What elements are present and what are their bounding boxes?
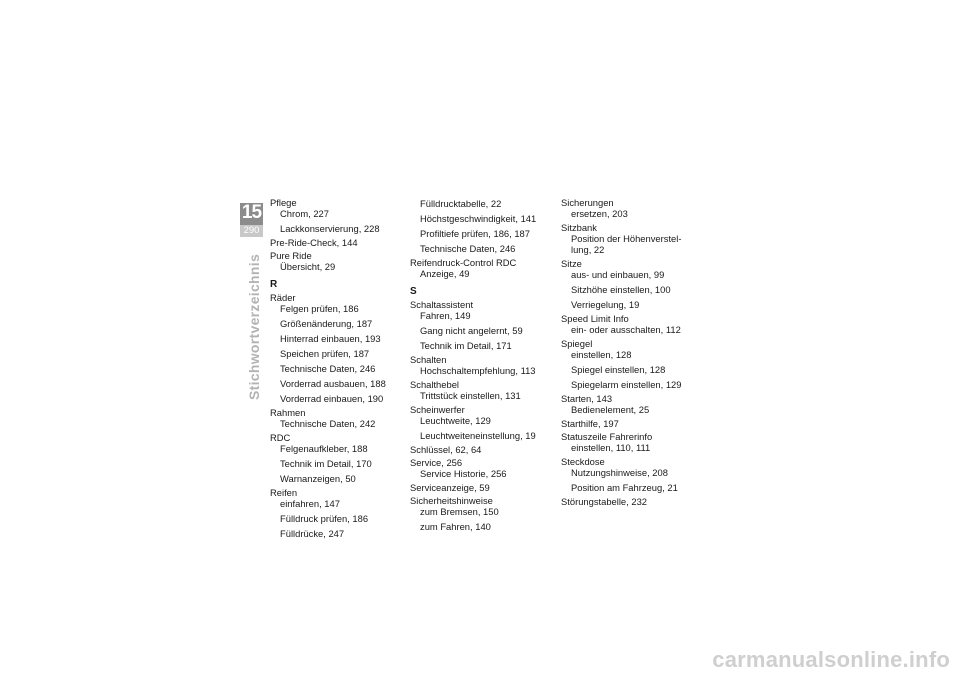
index-subentry: Fülldruck prüfen, 186: [280, 513, 369, 524]
index-entry: Schalten: [410, 354, 447, 365]
index-subentry: Fahren, 149: [420, 310, 471, 321]
index-subentry: Leuchtweite, 129: [420, 415, 491, 426]
index-subentry: Technische Daten, 246: [280, 363, 376, 374]
index-entry: Sitzbank: [561, 222, 597, 233]
index-entry: Rahmen: [270, 407, 306, 418]
index-column-2: [410, 198, 550, 536]
index-column-3: [561, 198, 711, 507]
index-subentry: zum Bremsen, 150: [420, 506, 499, 517]
index-subentry: Fülldrücke, 247: [280, 528, 345, 539]
index-entry: Schaltassistent: [410, 299, 474, 310]
index-entry: Steckdose: [561, 456, 605, 467]
index-subentry: Technik im Detail, 171: [420, 340, 512, 351]
index-subentry: Vorderrad einbauen, 190: [280, 393, 384, 404]
index-subentry: Höchstgeschwindigkeit, 141: [420, 213, 537, 224]
index-subentry: Verriegelung, 19: [571, 299, 640, 310]
index-subentry: Übersicht, 29: [280, 261, 336, 272]
index-column-1: [270, 198, 410, 543]
index-entry: Räder: [270, 292, 296, 303]
index-subentry: Chrom, 227: [280, 208, 329, 219]
index-entry: Reifen: [270, 487, 298, 498]
index-subentry: Hinterrad einbauen, 193: [280, 333, 381, 344]
chapter-number: 15: [241, 202, 262, 223]
index-entry: Sicherheitshinweise: [410, 495, 493, 506]
index-subentry: Leuchtweiteneinstellung, 19: [420, 430, 536, 441]
index-subentry: Service Historie, 256: [420, 468, 507, 479]
index-entry: Statuszeile Fahrerinfo: [561, 431, 653, 442]
index-letter-heading: S: [410, 286, 417, 297]
page-number: 290: [240, 225, 263, 237]
chapter-marker: [240, 203, 263, 237]
index-subentry: Trittstück einstellen, 131: [420, 390, 521, 401]
index-subentry: ein- oder ausschalten, 112: [571, 324, 681, 335]
index-entry: Serviceanzeige, 59: [410, 482, 490, 493]
index-subentry: Nutzungshinweise, 208: [571, 467, 668, 478]
index-entry: Scheinwerfer: [410, 404, 465, 415]
index-subentry: Speichen prüfen, 187: [280, 348, 370, 359]
index-subentry: einstellen, 110, 111: [571, 442, 651, 453]
index-subentry: Technik im Detail, 170: [280, 458, 372, 469]
index-entry: Starten, 143: [561, 393, 613, 404]
index-entry: Pflege: [270, 197, 297, 208]
index-subentry: Gang nicht angelernt, 59: [420, 325, 523, 336]
index-subentry: einstellen, 128: [571, 349, 632, 360]
index-subentry: Position der Höhenverstel-: [571, 233, 682, 244]
index-subentry: lung, 22: [571, 244, 605, 255]
index-subentry: ersetzen, 203: [571, 208, 628, 219]
index-entry: Speed Limit Info: [561, 313, 629, 324]
index-subentry: Größenänderung, 187: [280, 318, 373, 329]
index-entry: Pre-Ride-Check, 144: [270, 237, 358, 248]
index-subentry: Sitzhöhe einstellen, 100: [571, 284, 671, 295]
index-subentry: Felgen prüfen, 186: [280, 303, 359, 314]
index-subentry: zum Fahren, 140: [420, 521, 491, 532]
index-subentry: einfahren, 147: [280, 498, 340, 509]
index-subentry: Spiegelarm einstellen, 129: [571, 379, 682, 390]
index-subentry: Bedienelement, 25: [571, 404, 650, 415]
index-subentry: Technische Daten, 246: [420, 243, 516, 254]
index-entry: Störungstabelle, 232: [561, 496, 648, 507]
index-subentry: Lackkonservierung, 228: [280, 223, 380, 234]
index-subentry: aus- und einbauen, 99: [571, 269, 665, 280]
index-subentry: Hochschaltempfehlung, 113: [420, 365, 536, 376]
watermark: carmanualsonline.info: [712, 647, 950, 672]
index-entry: Starthilfe, 197: [561, 418, 619, 429]
index-entry: Spiegel: [561, 338, 593, 349]
index-subentry: Felgenaufkleber, 188: [280, 443, 368, 454]
index-subentry: Vorderrad ausbauen, 188: [280, 378, 386, 389]
index-entry: Pure Ride: [270, 250, 312, 261]
index-subentry: Technische Daten, 242: [280, 418, 376, 429]
index-subentry: Position am Fahrzeug, 21: [571, 482, 678, 493]
index-entry: Reifendruck-Control RDC: [410, 257, 517, 268]
index-entry: Service, 256: [410, 457, 463, 468]
index-subentry: Profiltiefe prüfen, 186, 187: [420, 228, 530, 239]
index-entry: Sicherungen: [561, 197, 614, 208]
index-entry: Schlüssel, 62, 64: [410, 444, 482, 455]
index-subentry: Anzeige, 49: [420, 268, 470, 279]
index-subentry: Warnanzeigen, 50: [280, 473, 356, 484]
index-letter-heading: R: [270, 279, 278, 290]
index-entry: Sitze: [561, 258, 582, 269]
index-subentry: Spiegel einstellen, 128: [571, 364, 666, 375]
index-entry: RDC: [270, 432, 291, 443]
section-side-title: Stichwortverzeichnis: [246, 253, 262, 400]
index-entry: Schalthebel: [410, 379, 459, 390]
index-subentry: Fülldrucktabelle, 22: [420, 198, 502, 209]
